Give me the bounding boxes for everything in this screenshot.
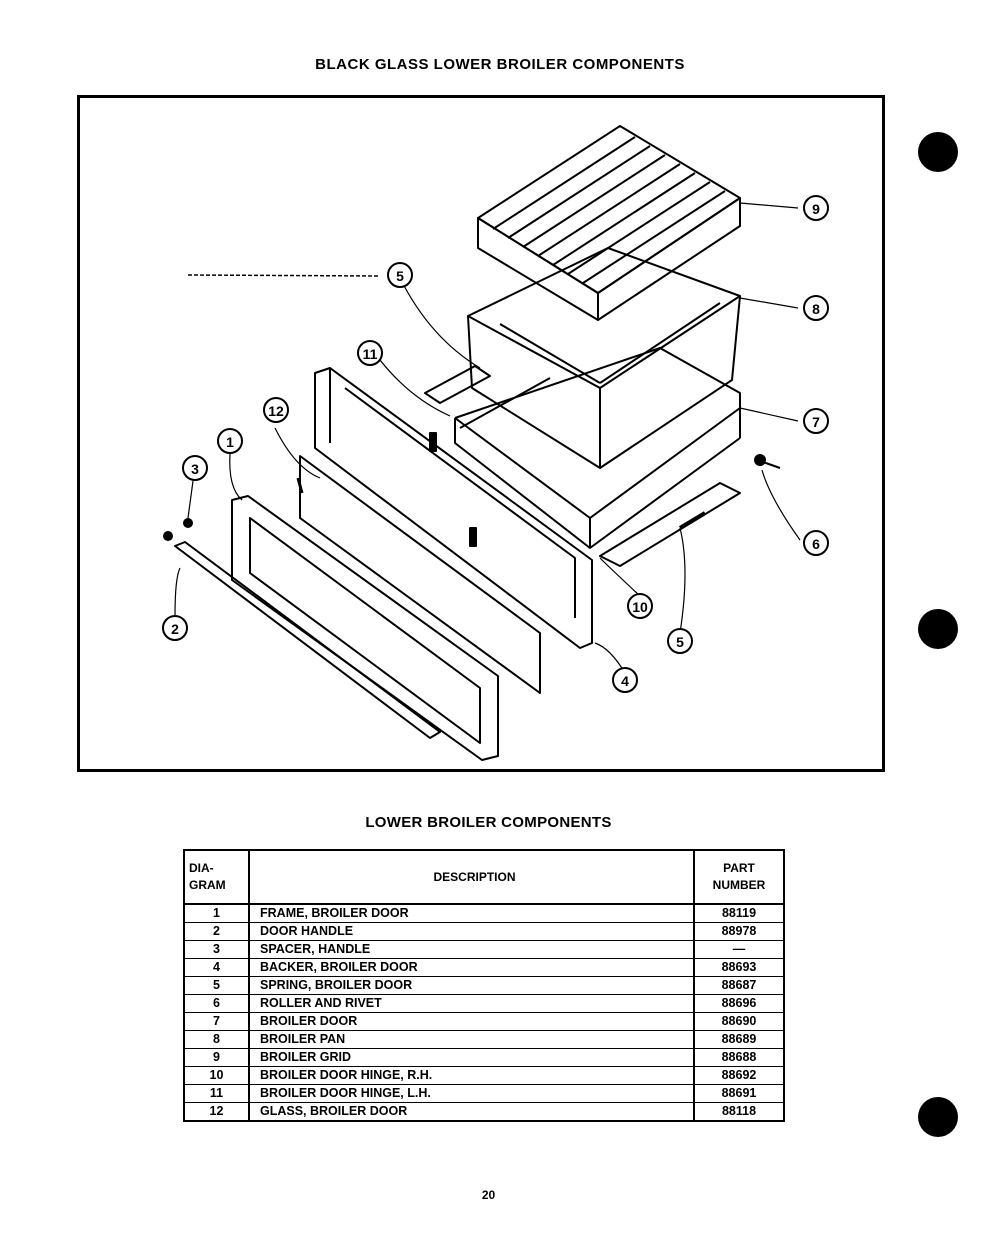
cell-description: BROILER DOOR HINGE, R.H.: [249, 1067, 694, 1085]
cell-diagram: 1: [184, 904, 249, 923]
cell-part-number: 88687: [694, 977, 784, 995]
cell-part-number: 88693: [694, 959, 784, 977]
callout-8: 8: [812, 301, 820, 317]
callout-4: 4: [621, 673, 629, 689]
cell-diagram: 2: [184, 923, 249, 941]
cell-description: BROILER DOOR: [249, 1013, 694, 1031]
callout-5-lower: 5: [676, 634, 684, 650]
cell-diagram: 3: [184, 941, 249, 959]
cell-description: BACKER, BROILER DOOR: [249, 959, 694, 977]
cell-diagram: 11: [184, 1085, 249, 1103]
cell-part-number: 88978: [694, 923, 784, 941]
callout-5-upper: 5: [396, 268, 404, 284]
table-row: [184, 1013, 784, 1031]
door-handle-drawing: [175, 542, 440, 738]
page-number: 20: [481, 1188, 496, 1202]
table-row: [184, 1103, 784, 1122]
page-title: BLACK GLASS LOWER BROILER COMPONENTS: [315, 56, 685, 73]
cell-part-number: 88688: [694, 1049, 784, 1067]
cell-diagram: 6: [184, 995, 249, 1013]
cell-description: ROLLER AND RIVET: [249, 995, 694, 1013]
cell-part-number: 88692: [694, 1067, 784, 1085]
cell-description: DOOR HANDLE: [249, 923, 694, 941]
exploded-parts-diagram: [77, 95, 885, 772]
door-frame-drawing: [232, 496, 498, 760]
callout-6: 6: [812, 536, 820, 552]
binder-hole-bottom: [918, 1097, 958, 1137]
cell-description: SPRING, BROILER DOOR: [249, 977, 694, 995]
header-diagram: DIA- GRAM: [184, 850, 249, 904]
parts-table-title: LOWER BROILER COMPONENTS: [365, 814, 612, 831]
table-row: [184, 995, 784, 1013]
door-backer-drawing: [315, 368, 592, 648]
cell-diagram: 5: [184, 977, 249, 995]
table-row: [184, 977, 784, 995]
cell-part-number: 88691: [694, 1085, 784, 1103]
table-row: [184, 1067, 784, 1085]
cell-diagram: 10: [184, 1067, 249, 1085]
table-row: [184, 904, 784, 923]
binder-hole-middle: [918, 609, 958, 649]
callout-9: 9: [812, 201, 820, 217]
cell-diagram: 8: [184, 1031, 249, 1049]
binder-hole-top: [918, 132, 958, 172]
table-row: [184, 959, 784, 977]
callout-11: 11: [362, 346, 378, 362]
parts-table-header-row: [184, 850, 784, 904]
callout-1: 1: [226, 434, 234, 450]
callout-10: 10: [632, 599, 648, 615]
cell-description: GLASS, BROILER DOOR: [249, 1103, 694, 1122]
table-row: [184, 1031, 784, 1049]
cell-diagram: 7: [184, 1013, 249, 1031]
table-row: [184, 1049, 784, 1067]
broiler-exploded-illustration: [80, 98, 882, 769]
cell-part-number: 88696: [694, 995, 784, 1013]
door-glass-drawing: [298, 456, 540, 693]
header-part-number: PART NUMBER: [694, 850, 784, 904]
cell-description: SPACER, HANDLE: [249, 941, 694, 959]
cell-part-number: 88689: [694, 1031, 784, 1049]
cell-diagram: 4: [184, 959, 249, 977]
callout-7: 7: [812, 414, 820, 430]
cell-description: BROILER DOOR HINGE, L.H.: [249, 1085, 694, 1103]
table-row: [184, 923, 784, 941]
cell-part-number: 88690: [694, 1013, 784, 1031]
hinge-plate-left: [425, 366, 490, 403]
broiler-pan-drawing: [468, 248, 740, 468]
header-description: DESCRIPTION: [249, 850, 694, 904]
cell-diagram: 9: [184, 1049, 249, 1067]
cell-part-number: 88118: [694, 1103, 784, 1122]
broiler-grid-drawing: [478, 126, 740, 320]
cell-description: FRAME, BROILER DOOR: [249, 904, 694, 923]
cell-description: BROILER GRID: [249, 1049, 694, 1067]
table-row: [184, 941, 784, 959]
cell-diagram: 12: [184, 1103, 249, 1122]
parts-table: [183, 849, 785, 1122]
cell-part-number: 88119: [694, 904, 784, 923]
callout-3: 3: [191, 461, 199, 477]
cell-description: BROILER PAN: [249, 1031, 694, 1049]
callout-12: 12: [268, 403, 284, 419]
table-row: [184, 1085, 784, 1103]
callout-2: 2: [171, 621, 179, 637]
cell-part-number: —: [694, 941, 784, 959]
